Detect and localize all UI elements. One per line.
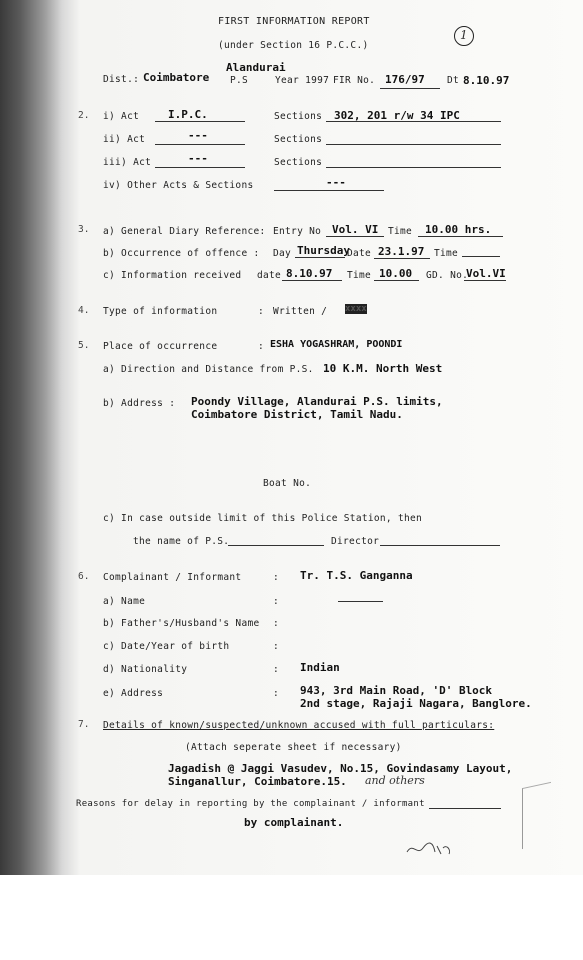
signature-scribble [405,838,455,860]
section-number-4: 4. [78,305,90,316]
act-iii-sections-label: Sections [274,157,323,168]
report-subtitle: (under Section 16 P.C.C.) [218,40,369,51]
section-number-5: 5. [78,340,90,351]
act-iii-label: iii) Act [103,157,152,168]
gd-number-value: Vol.VI [466,267,506,280]
police-station-value: Alandurai [226,61,286,74]
fir-number-label: FIR No. [333,75,376,86]
section-number-7: 7. [78,719,90,730]
dist-value: Coimbatore [143,71,210,84]
place-label: Place of occurrence [103,341,218,352]
act-ii-sections-label: Sections [274,134,323,145]
act-ii-value: --- [188,129,208,142]
info-received-date-label: date [257,270,282,281]
other-acts-value: --- [326,176,346,189]
direction-label: a) Direction and Distance from P.S. [103,364,314,375]
info-received-time-label: Time [347,270,372,281]
attach-sheet-note: (Attach seperate sheet if necessary) [185,742,402,753]
address-label: b) Address : [103,398,176,409]
occurrence-date-label: Date [347,248,372,259]
complainant-name-label: a) Name [103,596,146,607]
occurrence-time-label: Time [434,248,459,259]
director-label: Director [331,536,380,547]
info-type-struck: xxxx [345,304,367,314]
delay-reason-label: Reasons for delay in reporting by the complainant / informant [76,799,425,809]
outside-limit-label: c) In case outside limit of this Police Station, then [103,513,423,524]
act-iii-value: --- [188,152,208,165]
report-title: FIRST INFORMATION REPORT [218,16,370,27]
nationality-value: Indian [300,661,340,674]
address-value-line2: Coimbatore District, Tamil Nadu. [191,408,403,421]
act-ii-label: ii) Act [103,134,146,145]
father-husband-label: b) Father's/Husband's Name [103,618,260,629]
info-type-label: Type of information [103,306,218,317]
info-received-label: c) Information received [103,270,242,281]
accused-value-line1: Jagadish @ Jaggi Vasudev, No.15, Govindasamy Layout, [168,762,513,775]
document-stamp-mark [522,782,551,849]
occurrence-day-label: Day [273,248,292,259]
complainant-label: Complainant / Informant [103,572,242,583]
fir-date-label: Dt [447,75,460,86]
entry-no-value: Vol. VI [332,223,379,236]
complainant-colon: : [273,572,280,583]
act-i-label: i) Act [103,111,140,122]
section-number-3: 3. [78,224,90,235]
occurrence-date-value: 23.1.97 [378,245,425,258]
nationality-label: d) Nationality [103,664,188,675]
fir-number-value: 176/97 [385,73,425,86]
complainant-address-line1: 943, 3rd Main Road, 'D' Block [300,684,493,697]
occurrence-label: b) Occurrence of offence : [103,248,260,259]
section-number-2: 2. [78,110,90,121]
info-type-value: Written / [273,306,328,317]
occurrence-day-value: Thursday [297,244,350,257]
act-i-value: I.P.C. [168,108,208,121]
section-number-6: 6. [78,571,90,582]
info-type-colon: : [258,306,265,317]
page-number-mark: 1 [460,28,468,42]
entry-time-value: 10.00 hrs. [425,223,492,236]
act-i-sections-label: Sections [274,111,323,122]
act-i-sections-value: 302, 201 r/w 34 IPC [334,109,460,122]
dist-label: Dist.: [103,74,140,85]
complainant-address-label: e) Address [103,688,164,699]
delay-reason-value: by complainant. [244,816,344,829]
direction-value: 10 K.M. North West [323,362,443,375]
place-colon: : [258,341,265,352]
accused-handwritten-note: and others [365,774,425,787]
complainant-address-line2: 2nd stage, Rajaji Nagara, Banglore. [300,697,532,710]
fir-date-value: 8.10.97 [463,74,510,87]
other-acts-label: iv) Other Acts & Sections [103,180,254,191]
place-value: ESHA YOGASHRAM, POONDI [270,339,403,350]
diary-ref-label: a) General Diary Reference: [103,226,266,237]
other-ps-label: the name of P.S. [133,536,230,547]
accused-value-line2: Singanallur, Coimbatore.15. [168,775,347,788]
address-value-line1: Poondy Village, Alandurai P.S. limits, [191,395,443,408]
info-received-date-value: 8.10.97 [286,267,333,280]
accused-details-label: Details of known/suspected/unknown accused with full particulars: [103,720,495,731]
year-label: Year 1997 [275,75,330,86]
birth-year-label: c) Date/Year of birth [103,641,230,652]
entry-no-label: Entry No [273,226,322,237]
complainant-value: Tr. T.S. Ganganna [300,569,413,582]
fir-document-page: FIRST INFORMATION REPORT (under Section 16 P.C.C.) 1 Dist.: Coimbatore Alandurai P.S Year 1997 FIR No. 176/97 Dt 8.10.97 2. i) Act I.P.C. Sections 302, 201 r/w 34 IPC ii) Act --- Sections iii) Act --- Sections iv) Other Acts & Sections --- 3. a) General Diary Reference: Entry No Vol. VI Time 10.00 hrs. b) Occurrence of offence : Day Thursday Date 23.1.97 Time c) Information received date 8.10.97 Time 10.00 GD. No. Vol.VI 4. Type of information : Written / xxxx 5. Place of occurrence : ESHA YOGASHRAM, POONDI a) Direction and Distance from P.S. 10 K.M. North West b) Address : Poondy Village, Alandurai P.S. limits, Coimbatore District, Tamil Nadu. Boat No. c) In case outside limit of this Police Station, then the name of P.S. Director 6. Complainant / Informant : Tr. T.S. Ganganna a) Name b) Father's/Husband's Name c) Date/Year of birth d) Nationality Indian e) Address 943, 3rd Main Road, 'D' Block 2nd stage, Rajaji Nagara, Banglore. : : : : : 7. Details of known/suspected/unknown accused with full particulars: (Attach seperate sheet if necessary) Jagadish @ Jaggi Vasudev, No.15, Govindasamy Layout, Singanallur, Coimbatore.15. and others Reasons for delay in reporting by the complainant / informant by complainant. [0,0,583,960]
gd-number-label: GD. No. [426,270,469,281]
entry-time-label: Time [388,226,413,237]
police-station-label: P.S [230,75,249,86]
boat-number-label: Boat No. [263,478,312,489]
info-received-time-value: 10.00 [379,267,413,280]
page-bottom-margin [0,875,583,960]
